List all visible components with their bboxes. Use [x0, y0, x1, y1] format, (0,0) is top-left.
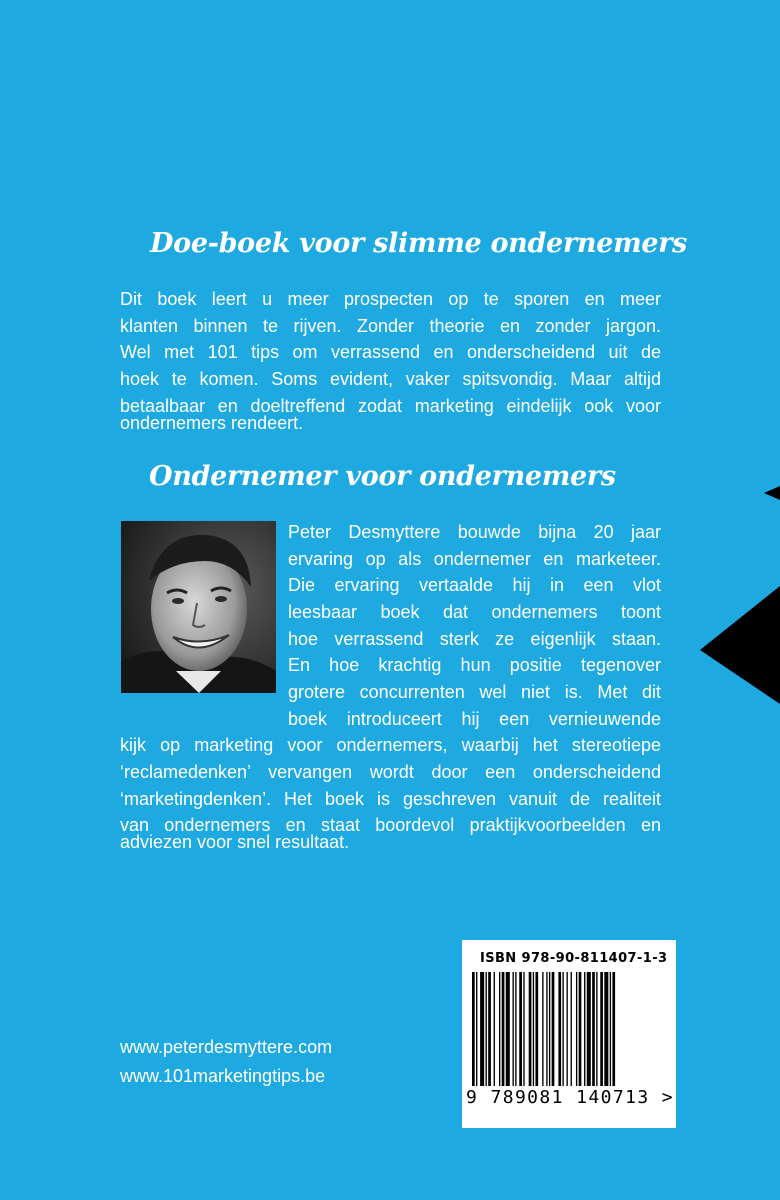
barcode-bar — [584, 972, 585, 1086]
barcode-bar — [480, 972, 484, 1086]
section1-line: ondernemers rendeert. — [120, 413, 304, 433]
barcode-bar — [562, 972, 563, 1086]
barcode-bar — [494, 972, 495, 1086]
barcode-bar — [506, 972, 510, 1086]
barcode-bar — [486, 972, 487, 1086]
section2-line: En hoe krachtig hun positie tegenover — [288, 655, 661, 675]
barcode-bars — [472, 972, 666, 1086]
barcode-bar — [576, 972, 577, 1086]
barcode-bar — [542, 972, 543, 1086]
barcode-bar — [529, 972, 532, 1086]
isbn-barcode — [462, 940, 676, 1128]
arrow-dart-small-icon — [764, 480, 780, 506]
section2-line: hoe verrassend sterk ze eigenlijk staan. — [288, 629, 661, 649]
link-peterdesmyttere[interactable]: www.peterdesmyttere.com — [120, 1037, 333, 1057]
barcode-bar — [533, 972, 534, 1086]
barcode-bar — [558, 972, 561, 1086]
section1-line: betaalbaar en doeltreffend zodat marketing eindelijk ook voor — [120, 396, 661, 416]
section1-line: klanten binnen te rijven. Zonder theorie en zonder jargon. — [120, 316, 661, 336]
barcode-bar — [600, 972, 603, 1086]
barcode-bar — [523, 972, 524, 1086]
barcode-digits: 9 789081 140713 > — [466, 1087, 675, 1108]
isbn-label: ISBN 978-90-811407-1-3 — [480, 951, 668, 966]
barcode-bar — [612, 972, 615, 1086]
section2-line: Peter Desmyttere bouwde bijna 20 jaar — [288, 522, 661, 542]
barcode-bar — [472, 972, 475, 1086]
barcode-bar — [546, 972, 547, 1086]
section1-line: Dit boek leert u meer prospecten op te sporen en meer — [120, 289, 661, 309]
barcode-bar — [488, 972, 491, 1086]
section2-line: leesbaar boek dat ondernemers toont — [288, 602, 661, 622]
section2-line: ‘marketingdenken’. Het boek is geschreven vanuit de realiteit — [120, 789, 661, 809]
barcode-bar — [515, 972, 516, 1086]
section2-line: boek introduceert hij een vernieuwende — [288, 709, 661, 729]
barcode-bar — [502, 972, 505, 1086]
barcode-bar — [513, 972, 514, 1086]
section2-line: Die ervaring vertaalde hij in een vlot — [288, 575, 661, 595]
section1-line: hoek te komen. Soms evident, vaker spitsvondig. Maar altijd — [120, 369, 661, 389]
barcode-bar — [604, 972, 608, 1086]
barcode-bar — [592, 972, 595, 1086]
section1-line: Wel met 101 tips om verrassend en onderscheidend uit de — [120, 342, 661, 362]
barcode-bar — [499, 972, 500, 1086]
section2-line: adviezen voor snel resultaat. — [120, 832, 350, 852]
barcode-bar — [519, 972, 522, 1086]
barcode-bar — [567, 972, 568, 1086]
section2-heading: Ondernemer voor ondernemers — [149, 461, 616, 492]
section2-line: van ondernemers en staat boordevol praktijkvoorbeelden en — [120, 815, 661, 835]
barcode-bar — [552, 972, 555, 1086]
barcode-bar — [587, 972, 591, 1086]
arrow-dart-large-icon — [700, 576, 780, 716]
author-portrait-icon — [121, 521, 276, 693]
barcode-bar — [596, 972, 597, 1086]
barcode-bar — [571, 972, 572, 1086]
section2-line: ervaring op als ondernemer en marketeer. — [288, 549, 661, 569]
barcode-bar — [549, 972, 550, 1086]
barcode-bar — [476, 972, 477, 1086]
barcode-bar — [535, 972, 538, 1086]
barcode-bar — [579, 972, 582, 1086]
section2-line: grotere concurrenten wel niet is. Met dit — [288, 682, 661, 702]
author-photo — [121, 521, 276, 693]
section1-heading: Doe-boek voor slimme ondernemers — [150, 228, 688, 259]
section2-line: ‘reclamedenken’ vervangen wordt door een onderscheidend — [120, 762, 661, 782]
barcode-bar — [610, 972, 611, 1086]
link-101marketingtips[interactable]: www.101marketingtips.be — [120, 1066, 326, 1086]
section2-line: kijk op marketing voor ondernemers, waarbij het stereotiepe — [120, 735, 661, 755]
